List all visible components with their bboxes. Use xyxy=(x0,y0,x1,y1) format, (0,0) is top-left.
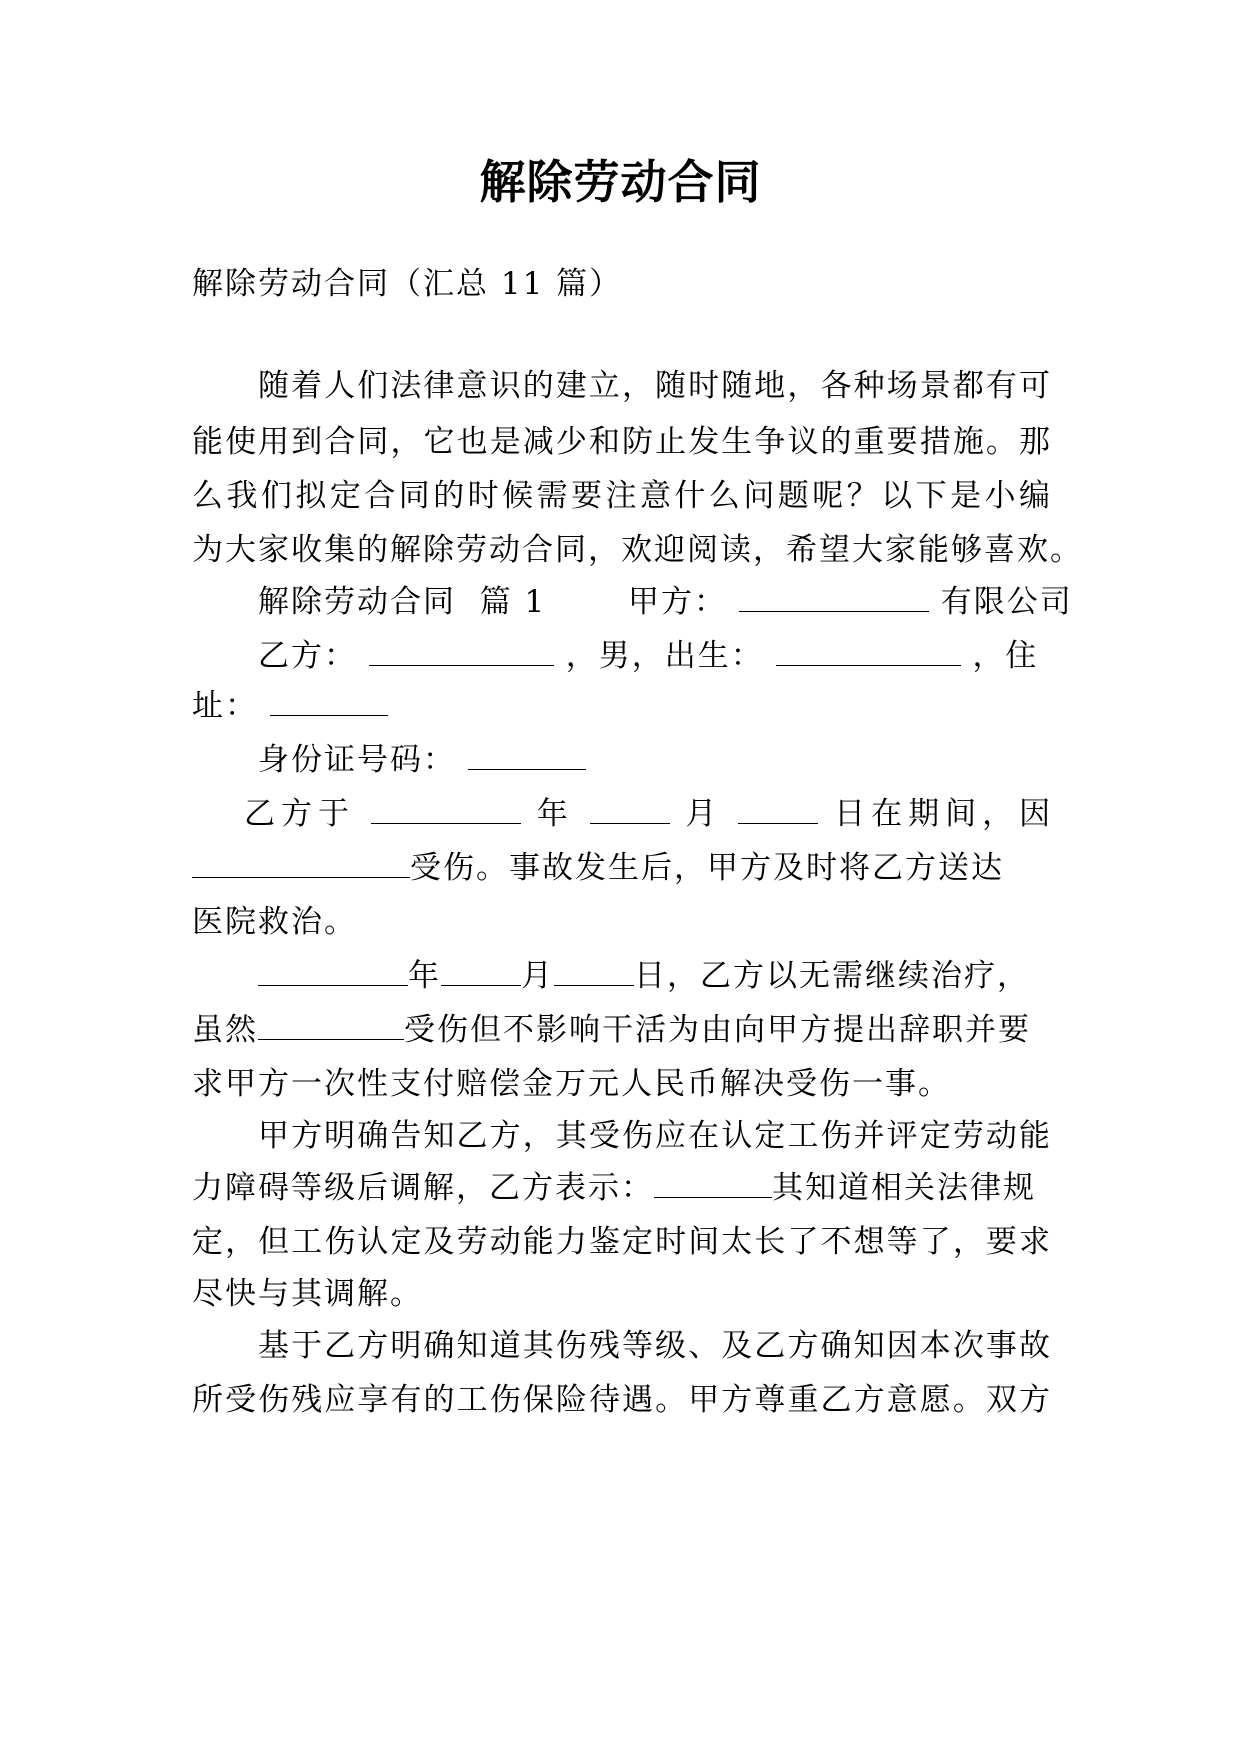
p2-although-blank xyxy=(258,1013,404,1040)
p2-although: 虽然 xyxy=(192,1012,258,1048)
address-blank xyxy=(270,689,388,716)
p2-month: 月 xyxy=(521,958,554,994)
p2-line-2 xyxy=(192,1010,1052,1050)
intro-line-2: 能使用到合同，它也是减少和防止发生争议的重要措施。那 xyxy=(192,424,1052,460)
p2-rest2: 受伤但不影响干活为由向甲方提出辞职并要 xyxy=(404,1012,1031,1048)
address-row xyxy=(192,686,1052,726)
party-b-row xyxy=(258,636,1052,676)
p2-month-blank xyxy=(441,959,521,986)
p1-injured: 受伤。事故发生后，甲方及时将乙方送达 xyxy=(410,850,1004,886)
p3-line-3: 定，但工伤认定及劳动能力鉴定时间太长了不想等了，要求 xyxy=(192,1224,1052,1260)
p3-statement-blank xyxy=(654,1171,772,1198)
party-b-name-blank xyxy=(369,639,554,666)
p1-month-blank xyxy=(590,797,670,824)
p4-line-1: 基于乙方明确知道其伤残等级、及乙方确知因本次事故 xyxy=(258,1328,1052,1364)
p2-day-blank xyxy=(554,959,634,986)
p1-year-blank xyxy=(371,797,521,824)
intro-line-4: 为大家收集的解除劳动合同，欢迎阅读，希望大家能够喜欢。 xyxy=(192,532,1083,568)
p2-year: 年 xyxy=(408,958,441,994)
document-subtitle: 解除劳动合同（汇总 11 篇） xyxy=(192,266,623,302)
p1-line-2 xyxy=(192,848,1052,888)
p4-line-2: 所受伤残应享有的工伤保险待遇。甲方尊重乙方意愿。双方 xyxy=(192,1382,1052,1418)
id-label: 身份证号码： xyxy=(258,742,456,778)
party-b-address-tail: ，住 xyxy=(972,638,1039,674)
p1-line-3: 医院救治。 xyxy=(192,904,357,940)
p2-line-1 xyxy=(258,956,1052,996)
p3-line-2a: 力障碍等级后调解，乙方表示： xyxy=(192,1170,654,1206)
p2-line-3: 求甲方一次性支付赔偿金万元人民币解决受伤一事。 xyxy=(192,1066,951,1102)
intro-line-1: 随着人们法律意识的建立，随时随地，各种场景都有可 xyxy=(258,368,1052,404)
party-a-label: 甲方： xyxy=(628,584,728,620)
p2-rest: 日，乙方以无需继续治疗， xyxy=(634,958,1030,994)
p1-year: 年 xyxy=(536,796,574,832)
id-row xyxy=(258,740,1052,780)
party-b-birth-blank xyxy=(776,639,961,666)
intro-line-3: 么我们拟定合同的时候需要注意什么问题呢？以下是小编 xyxy=(192,478,1052,514)
p1-line-1 xyxy=(244,794,1052,834)
p1-day-in: 日在期间，因 xyxy=(834,796,1053,832)
party-a-blank xyxy=(739,585,929,612)
p3-line-4: 尽快与其调解。 xyxy=(192,1276,423,1312)
p1-cause-blank xyxy=(192,851,410,878)
p3-line-2 xyxy=(192,1168,1052,1208)
p1-start: 乙方于 xyxy=(244,796,355,832)
party-a-suffix: 有限公司 xyxy=(940,584,1073,620)
address-label: 址： xyxy=(192,688,258,724)
id-blank xyxy=(468,743,586,770)
p1-month: 月 xyxy=(685,796,723,832)
p2-year-blank xyxy=(258,959,408,986)
document-title: 解除劳动合同 xyxy=(479,155,762,209)
party-b-label: 乙方： xyxy=(258,638,357,674)
section-heading: 解除劳动合同 篇 1 xyxy=(258,584,547,620)
p3-line-1: 甲方明确告知乙方，其受伤应在认定工伤并评定劳动能 xyxy=(258,1118,1052,1154)
party-b-gender-birth: ，男，出生： xyxy=(565,638,764,674)
p3-line-2b: 其知道相关法律规 xyxy=(772,1170,1036,1206)
p1-day-blank xyxy=(738,797,818,824)
section-heading-row xyxy=(258,582,1073,622)
